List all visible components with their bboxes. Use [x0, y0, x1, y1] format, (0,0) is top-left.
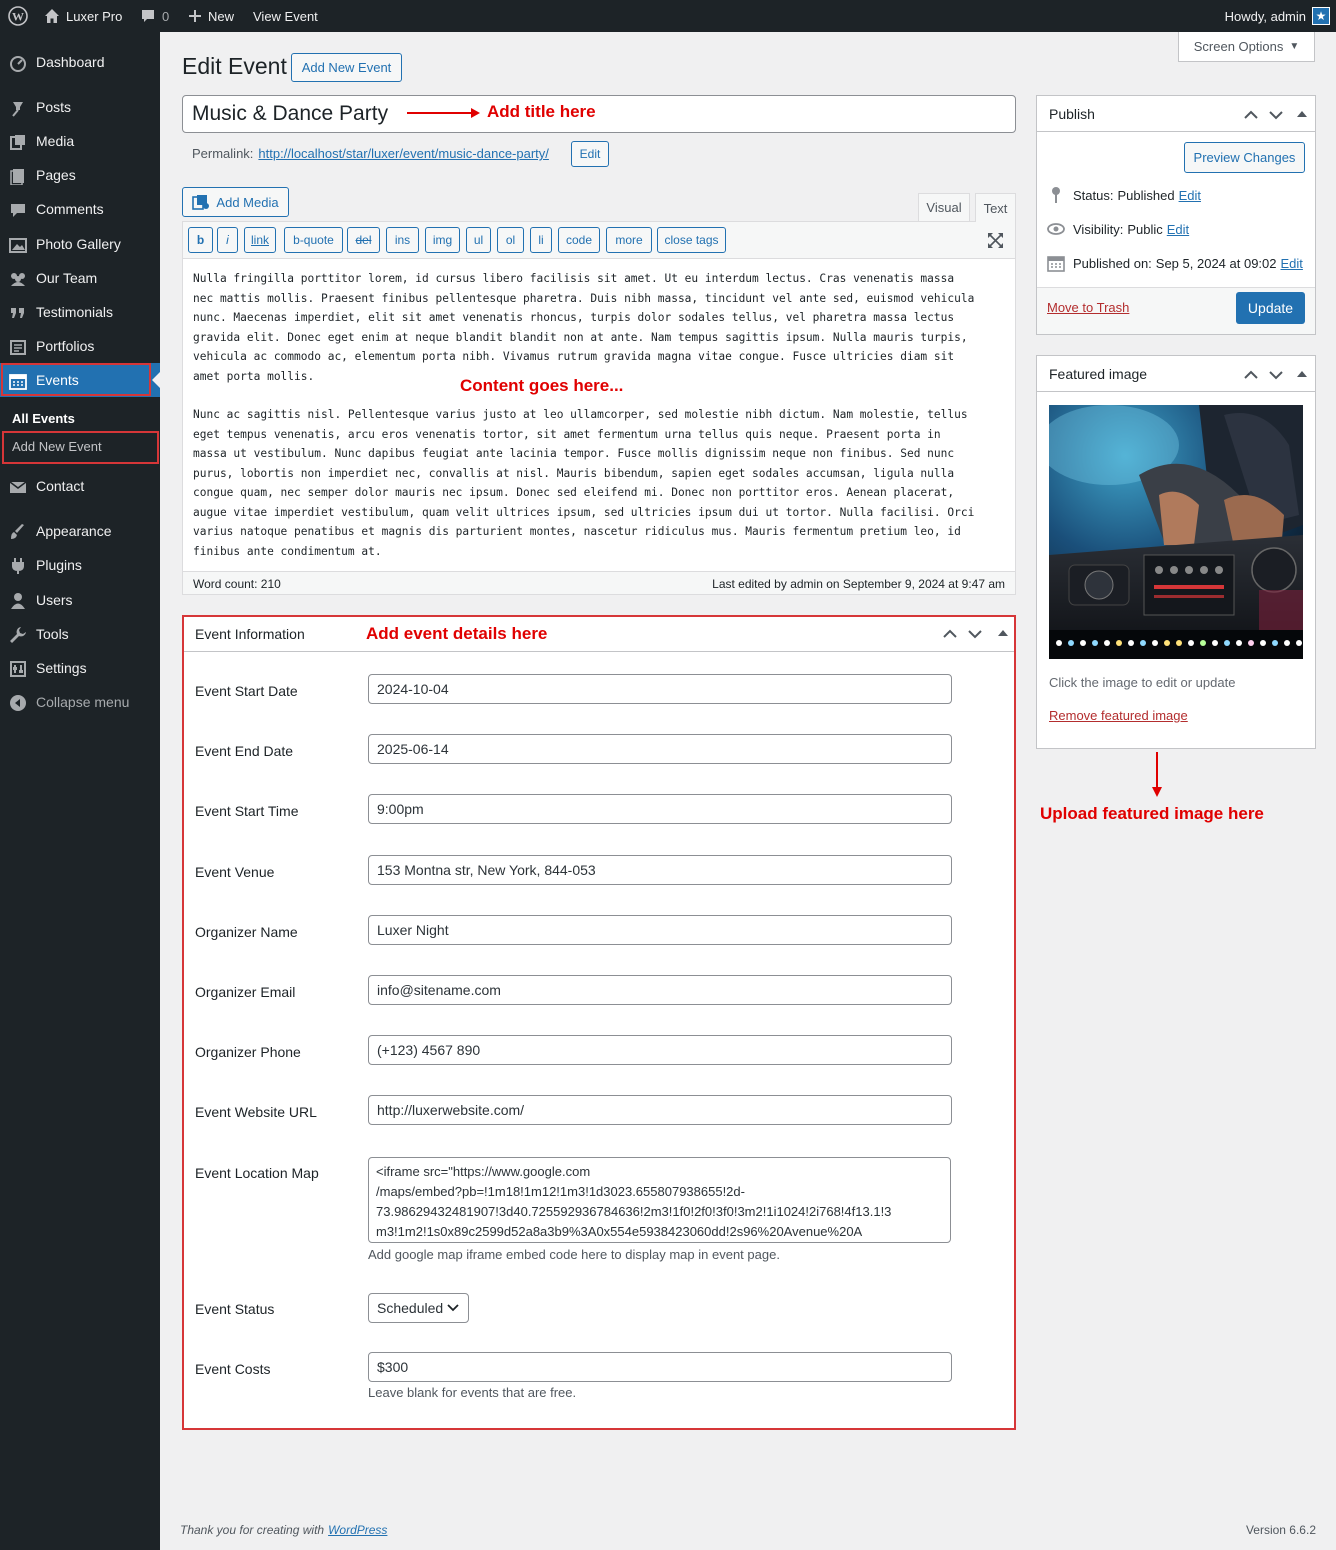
- event-start-date-value: 2024-10-04: [377, 681, 449, 697]
- permalink-label: Permalink:: [192, 146, 254, 161]
- sidebar-item-label: Collapse menu: [36, 694, 130, 710]
- annotation-title: Add title here: [487, 102, 596, 121]
- sidebar-item-contact[interactable]: [0, 469, 160, 503]
- sidebar-item-media[interactable]: [0, 124, 160, 158]
- field-label-event-start-time: Event Start Time: [195, 803, 299, 819]
- field-label-location-map: Event Location Map: [195, 1165, 319, 1181]
- home-icon: [44, 8, 60, 24]
- collapse-icon: [9, 694, 27, 712]
- sidebar-item-portfolios[interactable]: [0, 329, 160, 363]
- permalink-base: http://localhost/star/luxer/event/: [258, 146, 439, 161]
- event-website-url-value: http://luxerwebsite.com/: [377, 1102, 525, 1118]
- tab-text[interactable]: Text: [975, 193, 1016, 222]
- publish-visibility-row: [1047, 220, 1189, 238]
- comment-icon: [9, 201, 27, 219]
- title-input[interactable]: [182, 95, 1016, 133]
- site-name-link[interactable]: [44, 0, 122, 32]
- move-to-trash-link[interactable]: Move to Trash: [1047, 300, 1130, 315]
- comments-link[interactable]: [140, 0, 169, 32]
- move-down-icon[interactable]: [1270, 372, 1282, 378]
- event-start-time-input[interactable]: [368, 794, 952, 824]
- sidebar-item-our-team[interactable]: [0, 261, 160, 295]
- sidebar-item-label: Users: [36, 592, 73, 608]
- sidebar-item-label: Testimonials: [36, 304, 114, 320]
- status-value: Published: [1117, 187, 1175, 203]
- portfolio-icon: [9, 338, 27, 356]
- field-label-event-website-url: Event Website URL: [195, 1104, 317, 1120]
- organizer-phone-input[interactable]: [368, 1035, 952, 1065]
- move-down-icon[interactable]: [1270, 112, 1282, 118]
- quicktag-ins[interactable]: ins: [386, 227, 419, 253]
- annotation-featured: Upload featured image here: [1040, 804, 1264, 823]
- publish-date-row: [1047, 254, 1303, 272]
- wrench-icon: [9, 626, 27, 644]
- visibility-value: Public: [1127, 221, 1163, 237]
- quicktag-link[interactable]: link: [244, 227, 276, 253]
- sidebar-item-label: Contact: [36, 478, 85, 494]
- sidebar-item-appearance[interactable]: [0, 514, 160, 548]
- dashboard-icon: [9, 54, 27, 72]
- event-website-url-input[interactable]: [368, 1095, 952, 1125]
- chevron-down-icon: [447, 1304, 459, 1312]
- sidebar-item-label: Settings: [36, 660, 87, 676]
- view-event-label: View Event: [253, 8, 318, 24]
- move-down-icon[interactable]: [969, 631, 981, 637]
- wordpress-logo-icon[interactable]: [8, 0, 28, 32]
- published-value: Sep 5, 2024 at 09:02: [1155, 255, 1277, 271]
- event-end-date-value: 2025-06-14: [377, 741, 449, 757]
- sidebar-item-label: Photo Gallery: [36, 236, 121, 252]
- pin-icon: [1047, 186, 1065, 204]
- new-content-link[interactable]: [188, 0, 234, 32]
- media-icon: [192, 194, 210, 210]
- my-account-link[interactable]: [1225, 0, 1330, 32]
- quicktag-del[interactable]: del: [347, 227, 380, 253]
- plus-icon: [188, 9, 202, 23]
- word-count: Word count: 210: [193, 577, 281, 591]
- field-label-event-venue: Event Venue: [195, 864, 275, 880]
- field-label-event-start-date: Event Start Date: [195, 683, 298, 699]
- published-edit-link[interactable]: Edit: [1280, 255, 1303, 271]
- howdy-text: Howdy, admin: [1224, 8, 1306, 24]
- footer-version: Version 6.6.2: [1245, 1523, 1316, 1537]
- last-edited: Last edited by admin on September 9, 2024 at 9:47 am: [712, 577, 1005, 591]
- move-up-icon[interactable]: [1245, 372, 1257, 378]
- plugin-icon: [9, 557, 27, 575]
- featured-handles: [1243, 368, 1311, 382]
- annotation-event-details: Add event details here: [366, 624, 548, 643]
- user-icon: [9, 592, 27, 610]
- quicktag-close-tags[interactable]: close tags: [657, 227, 726, 253]
- caret-down-icon: ▼: [1289, 41, 1300, 52]
- event-info-divider: [184, 651, 1014, 652]
- publish-title: Publish: [1049, 105, 1095, 122]
- organizer-name-input[interactable]: [368, 915, 952, 945]
- field-label-organizer-phone: Organizer Phone: [195, 1044, 301, 1060]
- sidebar-item-label: Plugins: [36, 557, 82, 573]
- permalink-edit-button[interactable]: Edit: [571, 141, 609, 167]
- sidebar-item-label: Events: [36, 372, 79, 388]
- visibility-label: Visibility:: [1073, 221, 1124, 237]
- toggle-panel-icon[interactable]: [998, 630, 1008, 636]
- event-costs-value: $300: [377, 1359, 409, 1375]
- sidebar-item-label: Comments: [36, 201, 104, 217]
- sidebar-item-label: Portfolios: [36, 338, 95, 354]
- sidebar-item-label: Pages: [36, 167, 76, 183]
- remove-featured-image-link[interactable]: Remove featured image: [1049, 708, 1188, 723]
- event-costs-description: Leave blank for events that are free.: [368, 1385, 577, 1400]
- status-label: Status:: [1073, 187, 1114, 203]
- field-label-event-end-date: Event End Date: [195, 743, 294, 759]
- field-label-organizer-name: Organizer Name: [195, 924, 298, 940]
- footer-wordpress-link[interactable]: WordPress: [328, 1523, 388, 1537]
- sidebar-item-photo-gallery[interactable]: [0, 227, 160, 261]
- sidebar-item-dashboard[interactable]: [0, 45, 160, 79]
- move-up-icon[interactable]: [1245, 112, 1257, 118]
- submenu-add-new-event[interactable]: Add New Event: [12, 439, 102, 454]
- event-start-time-value: 9:00pm: [377, 801, 424, 817]
- field-label-organizer-email: Organizer Email: [195, 984, 296, 1000]
- sidebar-item-settings[interactable]: [0, 651, 160, 685]
- editor-paragraph-1[interactable]: Nulla fringilla porttitor lorem, id cursus libero facilisis sit amet. Ut eu interdum lectus. Cras venenatis massa nec mattis mollis. Praesent finibus pellentesque pharetra. Duis nibh massa, tincidunt vel ante sed, euismod vehicula nunc. Maecenas imperdiet, elit sit amet venenatis rhoncus, turpis dolor sodales tellus, vel pharetra massa lectus gravida elit. Donec eget enim at neque blandit blandit non at ante. Nam tempus sagittis ipsum. Nulla mauris turpis, vehicula ac commodo ac, elementum porta nibh. Vivamus rutrum gravida magna vitae congue. Fusce ultricies diam sit amet porta mollis.: [193, 272, 975, 383]
- sidebar-item-posts[interactable]: [0, 90, 160, 124]
- status-edit-link[interactable]: Edit: [1178, 187, 1201, 203]
- comment-icon: [140, 8, 156, 24]
- event-start-date-input[interactable]: [368, 674, 952, 704]
- event-status-value: Scheduled: [377, 1300, 444, 1316]
- organizer-name-value: Luxer Night: [377, 922, 449, 938]
- new-label: New: [208, 8, 235, 24]
- update-button[interactable]: Update: [1236, 292, 1305, 324]
- calendar-icon: [1047, 254, 1065, 272]
- event-end-date-input[interactable]: [368, 734, 952, 764]
- quicktag-li[interactable]: li: [530, 227, 552, 253]
- comments-count: 0: [162, 8, 170, 24]
- sidebar-item-tools[interactable]: [0, 617, 160, 651]
- submenu-all-events[interactable]: All Events: [12, 411, 75, 426]
- avatar: ★: [1312, 7, 1330, 25]
- footer-thanks: [180, 1523, 387, 1537]
- mail-icon: [9, 478, 27, 496]
- quicktag-i[interactable]: i: [217, 227, 238, 253]
- annotation-content: Content goes here...: [460, 376, 624, 395]
- featured-image-title: Featured image: [1049, 365, 1148, 382]
- sidebar-item-label: Appearance: [36, 523, 112, 539]
- active-menu-pointer: [152, 372, 160, 388]
- page-title: Edit Event: [182, 53, 287, 79]
- sidebar-item-users[interactable]: [0, 583, 160, 617]
- brush-icon: [9, 523, 27, 541]
- toggle-panel-icon[interactable]: [1297, 111, 1307, 117]
- quicktag-more[interactable]: more: [606, 227, 652, 253]
- editor-paragraph-2[interactable]: Nunc ac sagittis nisl. Pellentesque varius justo at leo ullamcorper, sed molestie nibh dictum. Nam molestie, tellus eget tempus venenatis, arcu eros venenatis tortor, sit amet fermentum urna tellus quis neque. Praesent porta in massa ut vestibulum. Nunc dapibus feugiat ante lacinia tempor. Fusce mollis dignissim neque non finibus. Sed nunc purus, lobortis non imperdiet nec, convallis at nisl. Mauris bibendum, sapien eget sodales accumsan, ligula nulla congue quam, nec semper dolor mauris nec ipsum. Donec sed eleifend mi. Donec non porttitor eros. Aenean placerat, augue vitae imperdiet vestibulum, quam velit ultrices ipsum, sed ultricies ipsum dui ut tortor. Nulla facilisi. Orci varius natoque penatibus et magnis dis parturient montes, nascetur ridiculus mus. Mauris fermentum pretium leo, id finibus ante condimentum at.: [193, 408, 975, 558]
- organizer-email-input[interactable]: [368, 975, 952, 1005]
- svg-text:W: W: [12, 9, 24, 24]
- permalink-link[interactable]: [258, 146, 548, 161]
- featured-image-thumbnail[interactable]: [1049, 405, 1303, 659]
- view-event-link[interactable]: [253, 0, 318, 32]
- permalink-slug: music-dance-party/: [438, 146, 549, 161]
- eye-icon: [1047, 220, 1065, 238]
- event-info-title: Event Information: [195, 626, 305, 642]
- sidebar-item-comments[interactable]: [0, 192, 160, 226]
- event-status-select[interactable]: [368, 1293, 469, 1323]
- organizer-email-value: info@sitename.com: [377, 982, 501, 998]
- add-media-label: Add Media: [216, 194, 279, 210]
- field-label-event-costs: Event Costs: [195, 1361, 271, 1377]
- sidebar-item-label: Tools: [36, 626, 69, 642]
- sidebar-item-label: Our Team: [36, 270, 98, 286]
- settings-icon: [9, 660, 27, 678]
- quicktag-code[interactable]: code: [558, 227, 600, 253]
- title-value: Music & Dance Party: [192, 102, 389, 125]
- sidebar-item-plugins[interactable]: [0, 548, 160, 582]
- fullscreen-icon[interactable]: [987, 232, 1004, 249]
- quicktag-b[interactable]: b: [188, 227, 213, 253]
- editor-status-bar: [183, 571, 1015, 594]
- sidebar-item-label: Posts: [36, 99, 72, 115]
- sidebar-item-label: Dashboard: [36, 54, 105, 70]
- media-icon: [9, 133, 27, 151]
- arrow-down-icon: [1150, 752, 1164, 798]
- preview-changes-button[interactable]: Preview Changes: [1184, 142, 1305, 173]
- sidebar-item-collapse-menu[interactable]: [0, 685, 160, 719]
- quicktag-img[interactable]: img: [425, 227, 460, 253]
- footer-thanks-text: Thank you for creating with: [180, 1523, 325, 1537]
- quicktag-ol[interactable]: ol: [497, 227, 524, 253]
- event-costs-input[interactable]: [368, 1352, 952, 1382]
- event-venue-value: 153 Montna str, New York, 844-053: [377, 862, 596, 878]
- quicktag-ul[interactable]: ul: [466, 227, 491, 253]
- featured-image-hint: Click the image to edit or update: [1049, 675, 1236, 690]
- permalink-row: [192, 146, 549, 161]
- sidebar-item-label: Media: [36, 133, 75, 149]
- field-label-event-status: Event Status: [195, 1301, 275, 1317]
- tab-visual[interactable]: Visual: [918, 193, 970, 221]
- publish-handles: [1243, 108, 1311, 122]
- visibility-edit-link[interactable]: Edit: [1166, 221, 1190, 237]
- pages-icon: [9, 167, 27, 185]
- screen-options-label: Screen Options: [1193, 39, 1284, 54]
- highlight-add-new-event: [2, 431, 159, 464]
- arrow-right-icon: [407, 106, 481, 120]
- event-info-handles: [942, 627, 1010, 641]
- add-media-button[interactable]: [182, 187, 289, 217]
- location-map-value: <iframe src="https://www.google.com /maps/embed?pb=!1m18!1m12!1m3!1d3023.655807938655!2d- 73.98629432481907!3d40.725592936784636!2m3!1f0!2f0!3f0!3m2!1i1024!2i768!4f13.1!3 m3!1m2!1s0x89c2599d52a8a3b9%3A0x554e5938423060dd!2s96%20Avenue%20A: [376, 1164, 892, 1239]
- highlight-events: [1, 363, 151, 396]
- move-up-icon[interactable]: [944, 631, 956, 637]
- publish-status-row: [1047, 186, 1201, 204]
- quicktag-b-quote[interactable]: b-quote: [284, 227, 343, 253]
- gallery-icon: [9, 236, 27, 254]
- pin-icon: [9, 99, 27, 117]
- organizer-phone-value: (+123) 4567 890: [377, 1042, 481, 1058]
- location-map-textarea[interactable]: [368, 1157, 951, 1243]
- add-new-event-button[interactable]: Add New Event: [291, 53, 402, 82]
- toggle-panel-icon[interactable]: [1297, 371, 1307, 377]
- event-venue-input[interactable]: [368, 855, 952, 885]
- admin-bar: [0, 0, 1336, 32]
- screen-options-button[interactable]: [1178, 32, 1315, 62]
- site-name: Luxer Pro: [66, 8, 123, 24]
- published-label: Published on:: [1073, 255, 1152, 271]
- quote-icon: [9, 304, 27, 322]
- sidebar-item-testimonials[interactable]: [0, 295, 160, 329]
- team-icon: [9, 270, 27, 288]
- sidebar-item-pages[interactable]: [0, 158, 160, 192]
- location-map-description: Add google map iframe embed code here to display map in event page.: [368, 1247, 780, 1262]
